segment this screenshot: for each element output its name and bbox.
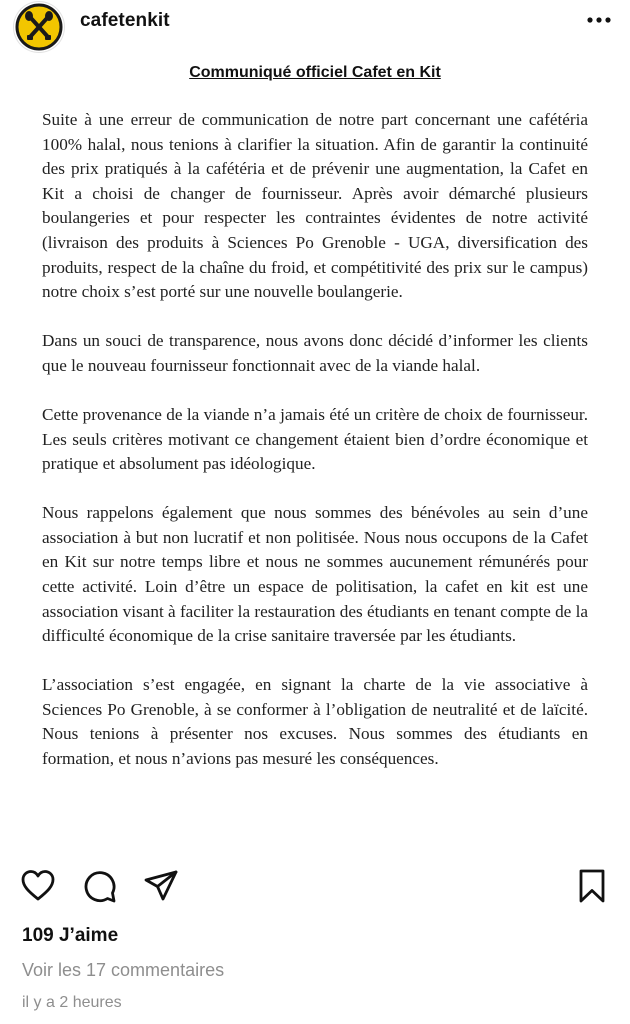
post-title: Communiqué officiel Cafet en Kit (189, 64, 441, 81)
paragraph-3: Cette provenance de la viande n’a jamais été un critère de choix de fournisseur. Les seuls critères motivant ce changement étaient bien d’ordre économique et pratique et absolument pas idéologique. (42, 404, 588, 474)
avatar[interactable] (14, 2, 64, 52)
post-header (0, 0, 630, 62)
action-bar (0, 868, 630, 908)
comment-icon[interactable] (82, 868, 118, 904)
send-icon[interactable] (143, 868, 179, 904)
username[interactable]: cafetenkit (80, 10, 170, 31)
paragraph-4: Nous rappelons également que nous sommes des bénévoles au sein d’une association à but non lucratif et non politisée. Nous nous occupons de la Cafet en Kit sur notre temps libre et nous ne sommes aucunement rémunérés pour cette activité. Loin d’être un espace de politisation, la cafet en kit est une association visant à faciliter la restauration des étudiants en tenant compte de la difficulté économique de la crise sanitaire traversée par les étudiants. (42, 503, 588, 646)
cafetenkit-logo-icon (14, 2, 64, 52)
likes-count[interactable]: 109 J’aime (22, 925, 119, 946)
post-image[interactable] (0, 62, 630, 842)
bookmark-icon[interactable] (574, 868, 610, 904)
paragraph-5: L’association s’est engagée, en signant la charte de la vie associative à Sciences Po Grenoble, à se conformer à l’obligation de neutralité et de laïcité. Nous tenions à présenter nos excuses. Nous sommes des étudiants en formation, et nous n’avions pas mesuré les conséquences. (42, 675, 588, 769)
paragraph-1: Suite à une erreur de communication de notre part concernant une cafétéria 100% halal, nous tenions à clarifier la situation. Afin de garantir la continuité des prix pratiqués à la cafétéria et de prévenir une augmentation, la Cafet en Kit a choisi de changer de fournisseur. Après avoir démarché plusieurs boulangeries et pour respecter les contraintes évidentes de notre activité (livraison des produits à Sciences Po Grenoble - UGA, diversification des produits, respect de la chaîne du froid, et compétitivité des prix sur le campus) notre choix s’est porté sur une nouvelle boulangerie. (42, 110, 588, 302)
post-body (42, 108, 588, 796)
post-timestamp: il y a 2 heures (22, 994, 122, 1011)
heart-icon[interactable] (20, 868, 56, 904)
paragraph-2: Dans un souci de transparence, nous avons donc décidé d’informer les clients que le nouveau fournisseur fonctionnait avec de la viande halal. (42, 331, 588, 375)
more-options-icon[interactable] (584, 8, 614, 32)
view-comments-link[interactable]: Voir les 17 commentaires (22, 960, 225, 980)
